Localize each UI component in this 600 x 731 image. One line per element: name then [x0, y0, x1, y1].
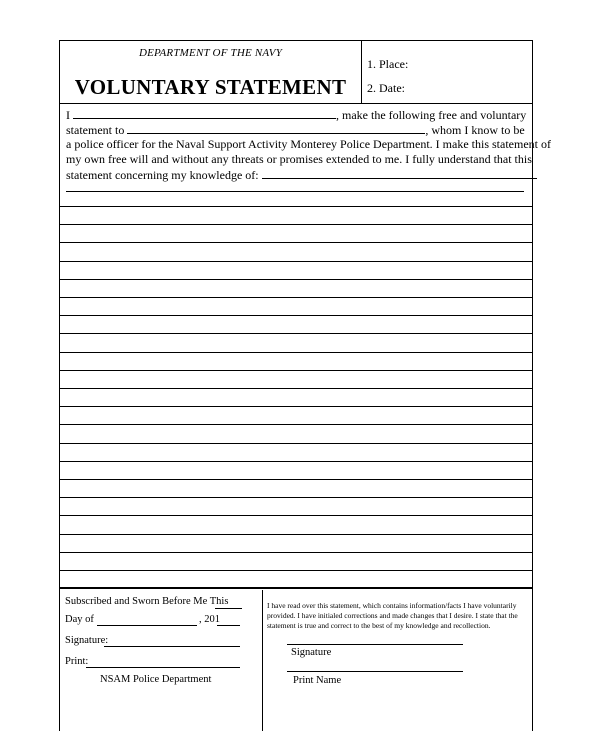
certification-line2: provided. I have initialed corrections and made changes that I desire. I state that the	[267, 611, 518, 620]
date-field-label[interactable]: 2. Date:	[367, 81, 405, 95]
print-name-label: Print Name	[293, 675, 342, 686]
writing-line[interactable]	[60, 552, 532, 553]
writing-line[interactable]	[60, 424, 532, 425]
statement-line2-suffix: , whom I know to be	[425, 123, 525, 137]
writing-line[interactable]	[60, 279, 532, 280]
writing-line[interactable]	[60, 261, 532, 262]
month-blank[interactable]	[97, 625, 197, 626]
declarant-signature-line[interactable]	[287, 644, 463, 645]
certification-line3: statement is true and correct to the best of my knowledge and recollection.	[267, 621, 491, 630]
statement-line1-suffix: , make the following free and voluntary	[336, 108, 527, 122]
statement-preamble	[66, 107, 551, 182]
writing-line[interactable]	[60, 370, 532, 371]
witness-signature-line[interactable]	[104, 646, 240, 647]
sworn-day-blank[interactable]	[215, 608, 242, 609]
writing-line[interactable]	[60, 333, 532, 334]
declarant-print-line[interactable]	[287, 671, 463, 672]
voluntary-statement-form	[59, 40, 551, 731]
writing-line[interactable]	[60, 406, 532, 407]
writing-line[interactable]	[60, 315, 532, 316]
writing-line[interactable]	[60, 461, 532, 462]
officer-name-blank[interactable]	[127, 122, 425, 134]
writing-line[interactable]	[60, 297, 532, 298]
notary-block	[60, 590, 262, 731]
knowledge-subject-blank[interactable]	[262, 167, 537, 179]
writing-line[interactable]	[60, 206, 532, 207]
writing-line[interactable]	[60, 224, 532, 225]
form-header	[60, 41, 532, 104]
statement-line4: my own free will and without any threats or promises extended to me. I fully understand that this	[66, 152, 532, 166]
writing-line[interactable]	[60, 242, 532, 243]
writing-line[interactable]	[60, 388, 532, 389]
writing-line[interactable]	[60, 352, 532, 353]
certification-line1: I have read over this statement, which contains information/facts I have voluntarily	[267, 601, 517, 610]
department-name: DEPARTMENT OF THE NAVY	[138, 47, 283, 59]
witness-print-label: Print:	[65, 656, 89, 667]
writing-line[interactable]	[60, 515, 532, 516]
form-title: VOLUNTARY STATEMENT	[74, 75, 347, 99]
header-title-block	[60, 41, 362, 103]
declarant-name-blank[interactable]	[73, 107, 336, 119]
sworn-label: Subscribed and Sworn Before Me This	[65, 596, 229, 607]
declarant-signature-label: Signature	[291, 647, 332, 658]
writing-line[interactable]	[60, 497, 532, 498]
writing-line[interactable]	[60, 479, 532, 480]
witness-print-line[interactable]	[86, 667, 240, 668]
writing-line[interactable]	[60, 570, 532, 571]
statement-to-label: statement to	[66, 123, 125, 137]
witness-signature-label: Signature:	[65, 635, 109, 646]
statement-divider	[66, 191, 524, 192]
footer-divider	[60, 587, 532, 589]
year-prefix: , 201	[199, 614, 220, 625]
statement-line3: a police officer for the Naval Support Activity Monterey Police Department. I make this statement of	[66, 137, 551, 151]
statement-knowledge-label: statement concerning my knowledge of:	[66, 168, 259, 182]
day-of-label: Day of	[65, 614, 94, 625]
writing-line[interactable]	[60, 534, 532, 535]
place-field-label[interactable]: 1. Place:	[367, 57, 409, 71]
statement-i: I	[66, 108, 70, 122]
nsam-department-label: NSAM Police Department	[100, 674, 212, 685]
footer-column-divider	[262, 590, 263, 731]
year-blank[interactable]	[217, 625, 240, 626]
writing-line[interactable]	[60, 443, 532, 444]
